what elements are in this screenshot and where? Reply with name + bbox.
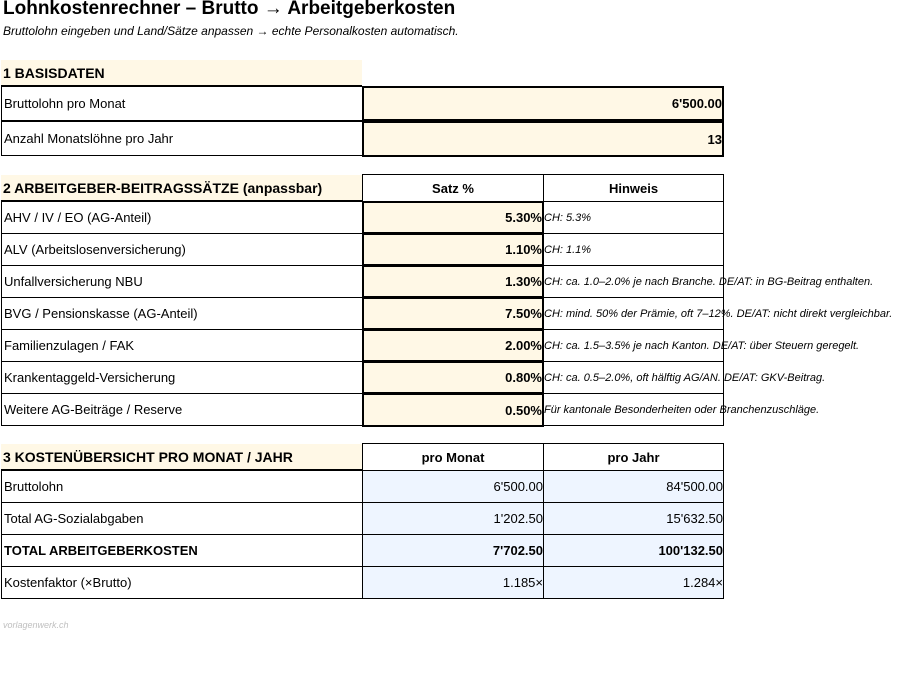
summary-month-total: 7'702.50: [362, 534, 544, 567]
column-header-hinweis: Hinweis: [543, 174, 724, 202]
rate-label-fak: Familienzulagen / FAK: [1, 329, 363, 362]
rate-hint-text: CH: ca. 1.0–2.0% je nach Branche. DE/AT: in BG-Beitrag enthalten.: [544, 275, 874, 288]
rate-label-weitere: Weitere AG-Beiträge / Reserve: [1, 393, 363, 426]
rate-input-weitere[interactable]: 0.50%: [362, 393, 544, 427]
rate-hint-text: CH: ca. 0.5–2.0%, oft hälftig AG/AN. DE/AT: GKV-Beitrag.: [544, 371, 826, 384]
rate-hint-fak: [543, 329, 860, 362]
rate-hint-text: CH: mind. 50% der Prämie, oft 7–12%. DE/AT: nicht direkt vergleichbar.: [544, 307, 893, 320]
column-header-pro-monat: pro Monat: [362, 443, 544, 471]
summary-year-kostenfaktor: 1.284×: [543, 566, 724, 599]
rate-label-bvg: BVG / Pensionskasse (AG-Anteil): [1, 297, 363, 330]
summary-label-kostenfaktor: Kostenfaktor (×Brutto): [1, 566, 363, 599]
rate-hint-text: Für kantonale Besonderheiten oder Branchenzuschläge.: [544, 403, 820, 416]
rate-hint-text: CH: 1.1%: [544, 243, 592, 256]
page-subtitle: Bruttolohn eingeben und Land/Sätze anpassen → echte Personalkosten automatisch.: [3, 24, 459, 38]
rate-input-unfall[interactable]: 1.30%: [362, 265, 544, 298]
summary-year-sozialabgaben: 15'632.50: [543, 502, 724, 535]
summary-year-bruttolohn: 84'500.00: [543, 470, 724, 503]
label-anzahl-monatsloehne: Anzahl Monatslöhne pro Jahr: [1, 121, 363, 156]
summary-year-total: 100'132.50: [543, 534, 724, 567]
section-kostenuebersicht-heading: 3 KOSTENÜBERSICHT PRO MONAT / JAHR: [1, 444, 362, 471]
rate-label-alv: ALV (Arbeitslosenversicherung): [1, 233, 363, 266]
rate-hint-text: CH: 5.3%: [544, 211, 592, 224]
input-bruttolohn-monat[interactable]: 6'500.00: [362, 86, 724, 121]
rate-hint-alv: [543, 233, 724, 266]
rate-input-krankentaggeld[interactable]: 0.80%: [362, 361, 544, 394]
summary-label-bruttolohn: Bruttolohn: [1, 470, 363, 503]
column-header-satz: Satz %: [362, 174, 544, 202]
summary-label-total: TOTAL ARBEITGEBERKOSTEN: [1, 534, 363, 567]
rate-hint-krankentaggeld: [543, 361, 826, 394]
rate-hint-weitere: [543, 393, 820, 426]
rate-label-unfall: Unfallversicherung NBU: [1, 265, 363, 298]
rate-hint-bvg: [543, 297, 893, 330]
rate-input-bvg[interactable]: 7.50%: [362, 297, 544, 330]
input-anzahl-monatsloehne[interactable]: 13: [362, 121, 724, 157]
rate-label-ahv: AHV / IV / EO (AG-Anteil): [1, 201, 363, 234]
summary-month-sozialabgaben: 1'202.50: [362, 502, 544, 535]
section-beitragssaetze-heading: 2 ARBEITGEBER-BEITRAGSSÄTZE (anpassbar): [1, 175, 362, 202]
label-bruttolohn-monat: Bruttolohn pro Monat: [1, 86, 363, 121]
rate-input-ahv[interactable]: 5.30%: [362, 201, 544, 234]
rate-input-alv[interactable]: 1.10%: [362, 233, 544, 266]
summary-month-bruttolohn: 6'500.00: [362, 470, 544, 503]
page-title: Lohnkostenrechner – Brutto → Arbeitgeberkosten: [3, 0, 456, 19]
summary-month-kostenfaktor: 1.185×: [362, 566, 544, 599]
rate-hint-unfall: [543, 265, 874, 298]
column-header-pro-jahr: pro Jahr: [543, 443, 724, 471]
summary-label-sozialabgaben: Total AG-Sozialabgaben: [1, 502, 363, 535]
section-basisdaten-heading: 1 BASISDATEN: [1, 60, 362, 87]
rate-label-krankentaggeld: Krankentaggeld-Versicherung: [1, 361, 363, 394]
rate-hint-text: CH: ca. 1.5–3.5% je nach Kanton. DE/AT: über Steuern geregelt.: [544, 339, 860, 352]
footer-brand: vorlagenwerk.ch: [3, 620, 69, 630]
rate-hint-ahv: [543, 201, 724, 234]
rate-input-fak[interactable]: 2.00%: [362, 329, 544, 362]
